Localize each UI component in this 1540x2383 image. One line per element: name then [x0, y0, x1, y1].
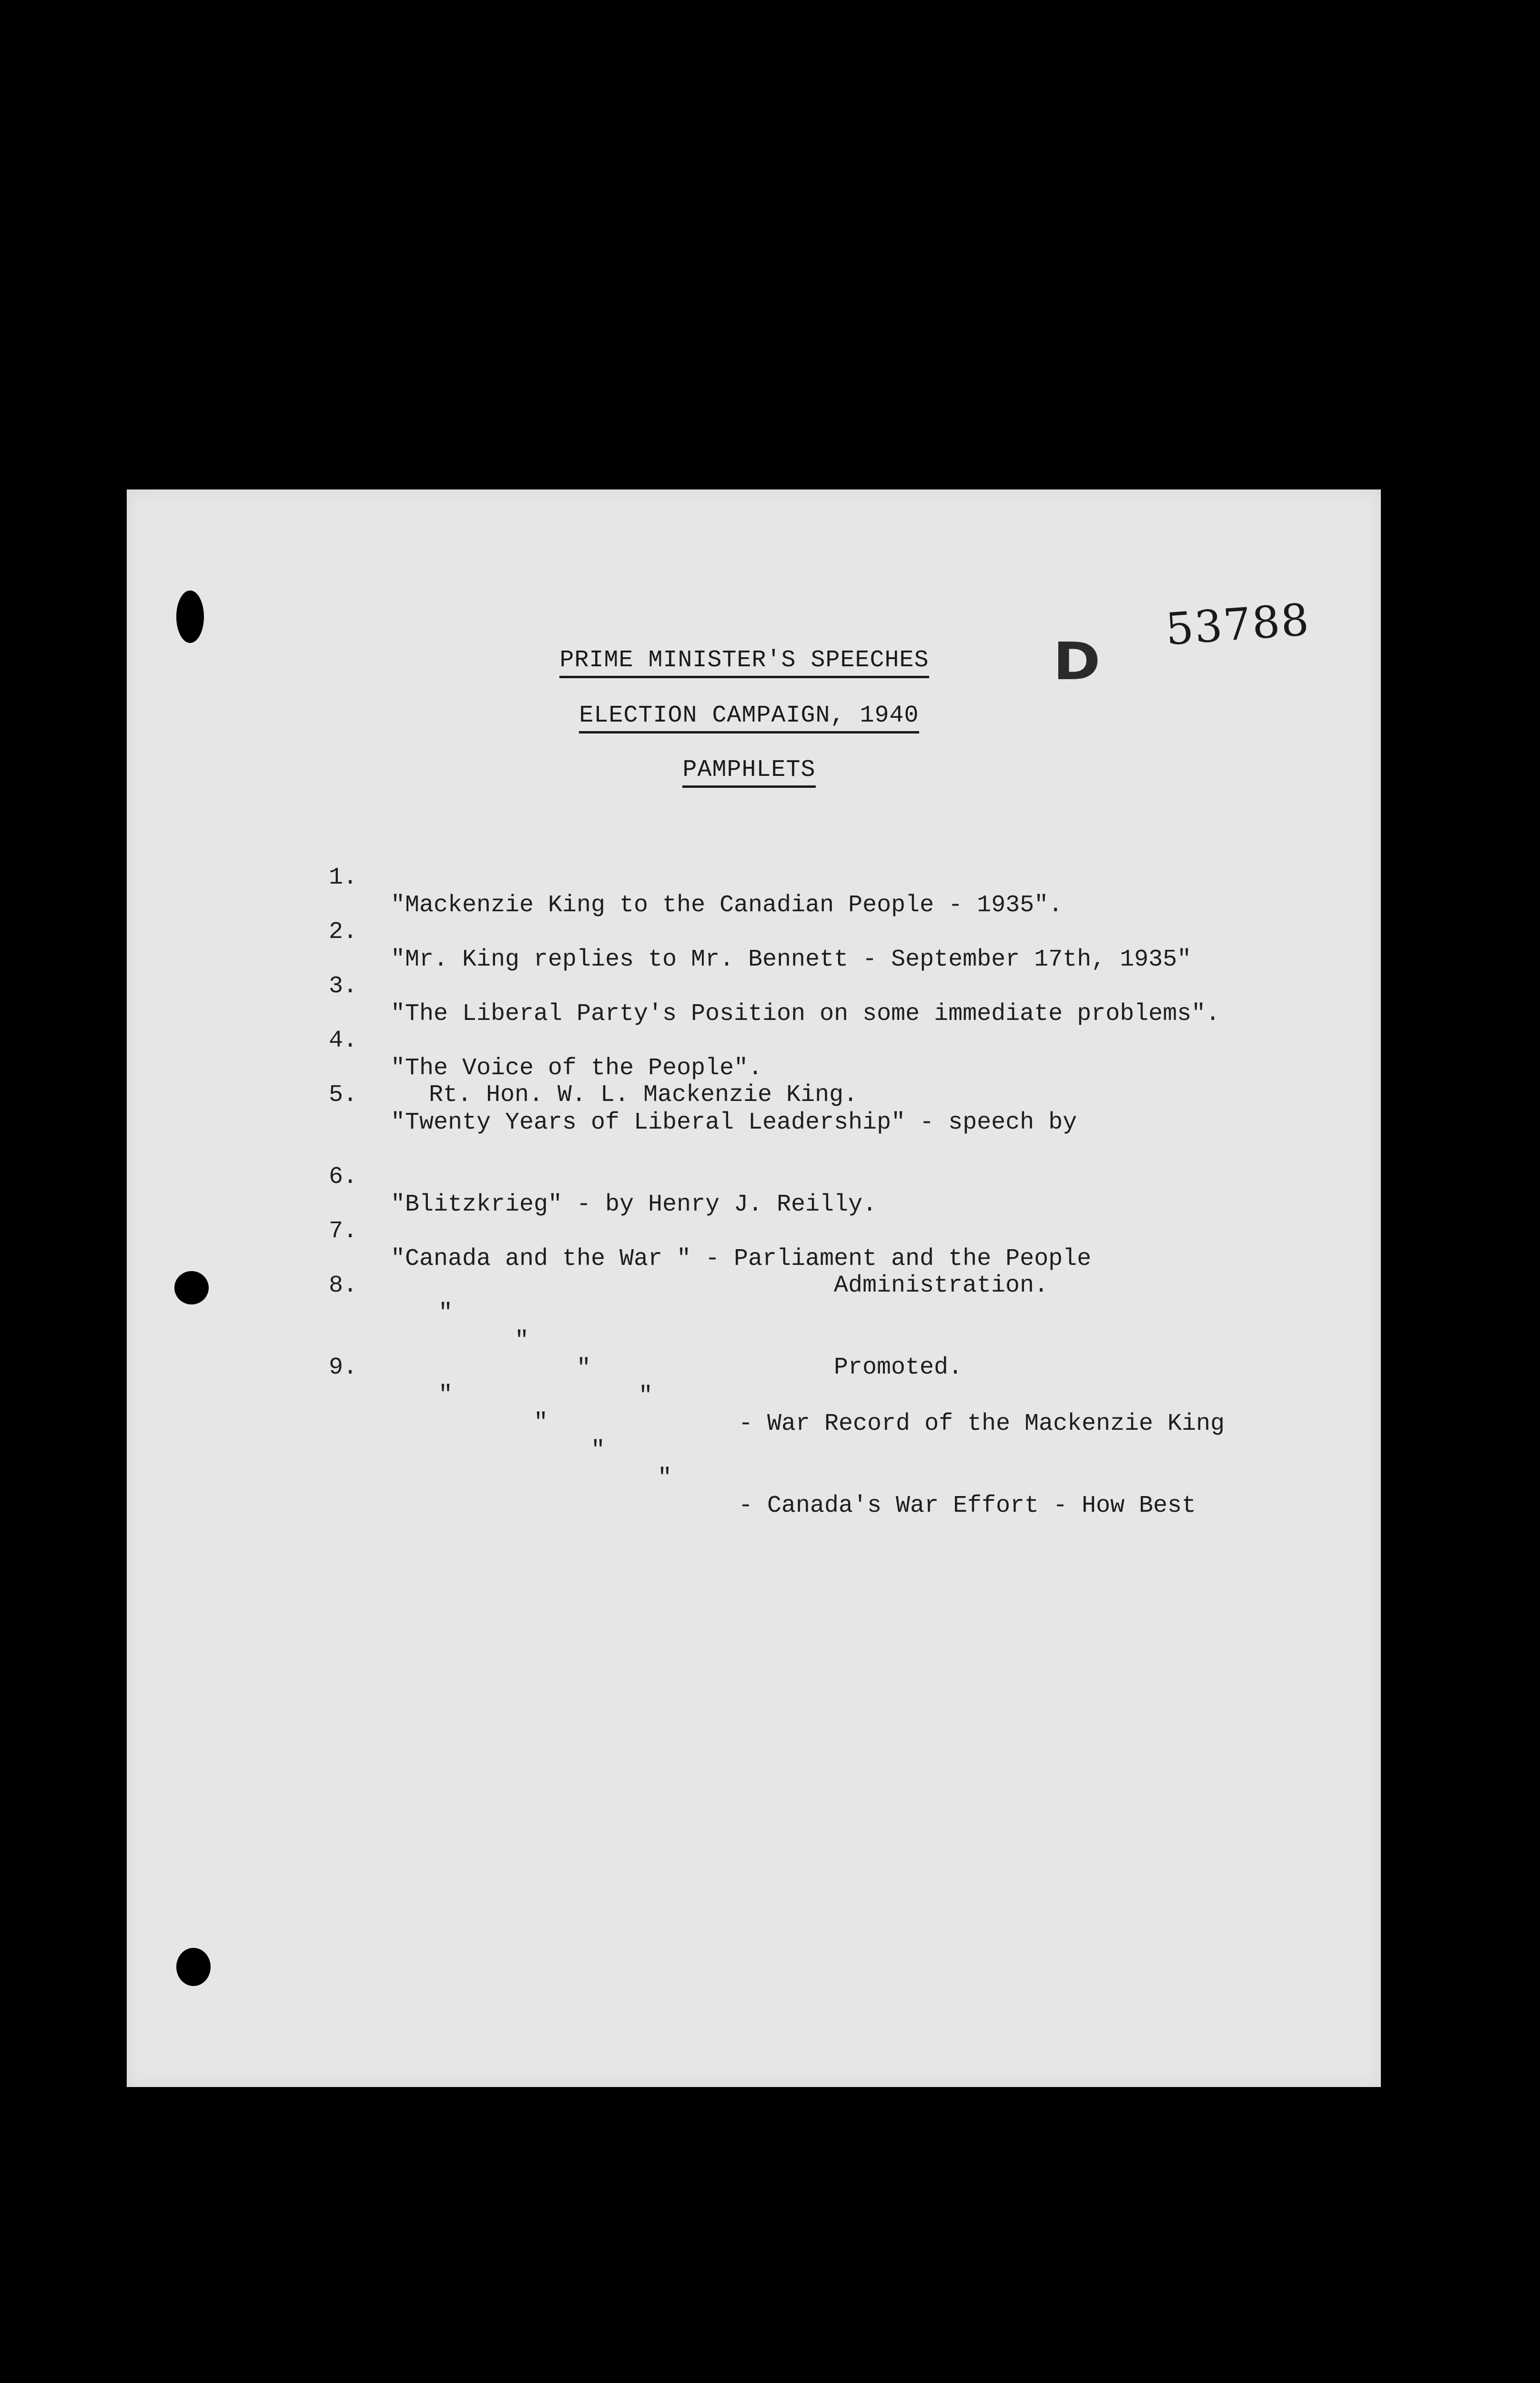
item-text: "Blitzkrieg" - by Henry J. Reilly.: [391, 1191, 877, 1218]
item-continuation: Promoted.: [834, 1354, 963, 1381]
item-number: 5.: [329, 1081, 358, 1109]
heading-section: [122, 756, 1376, 788]
ditto-mark: ": [438, 1300, 453, 1327]
punch-hole-top: [176, 591, 204, 643]
item-text: "The Voice of the People".: [391, 1055, 763, 1082]
punch-hole-bottom: [176, 1948, 211, 1986]
item-text: "Canada and the War " - Parliament and the People: [391, 1245, 1092, 1273]
archive-stamp-number: 53788: [1164, 594, 1312, 655]
heading-title-text: PRIME MINISTER'S SPEECHES: [559, 647, 929, 678]
item-number: 8.: [329, 1272, 358, 1299]
ditto-mark: ": [591, 1437, 606, 1464]
heading-title: [117, 647, 1371, 678]
ditto-mark: ": [658, 1465, 672, 1492]
list-item-9: [127, 1326, 1381, 1575]
ditto-mark: ": [438, 1382, 453, 1409]
heading-section-text: PAMPHLETS: [682, 756, 815, 788]
ditto-mark: ": [638, 1383, 653, 1410]
item-number: 7.: [329, 1218, 358, 1245]
item-number: 9.: [329, 1354, 358, 1381]
heading-subtitle: [122, 702, 1376, 733]
item-text: "The Liberal Party's Position on some immediate problems".: [391, 1000, 1220, 1028]
item-text: "Mackenzie King to the Canadian People - 1935".: [391, 892, 1063, 919]
item-continuation: Administration.: [834, 1272, 1049, 1299]
document-page: [127, 489, 1381, 2087]
item-number: 4.: [329, 1027, 358, 1054]
archive-stamp-letter: D: [1053, 631, 1101, 692]
item-number: 1.: [329, 864, 358, 891]
item-number: 3.: [329, 973, 358, 1000]
item-number: 6.: [329, 1163, 358, 1191]
item-number: 2.: [329, 918, 358, 946]
heading-subtitle-text: ELECTION CAMPAIGN, 1940: [579, 702, 919, 733]
item-text: - War Record of the Mackenzie King: [739, 1410, 1225, 1437]
ditto-mark: ": [577, 1355, 591, 1382]
item-continuation: Rt. Hon. W. L. Mackenzie King.: [429, 1081, 858, 1109]
ditto-mark: ": [534, 1409, 548, 1436]
item-text: "Mr. King replies to Mr. Bennett - September 17th, 1935": [391, 946, 1192, 973]
ditto-mark: ": [515, 1327, 529, 1354]
item-text: - Canada's War Effort - How Best: [739, 1492, 1196, 1519]
item-text: "Twenty Years of Liberal Leadership" - speech by: [391, 1109, 1077, 1136]
